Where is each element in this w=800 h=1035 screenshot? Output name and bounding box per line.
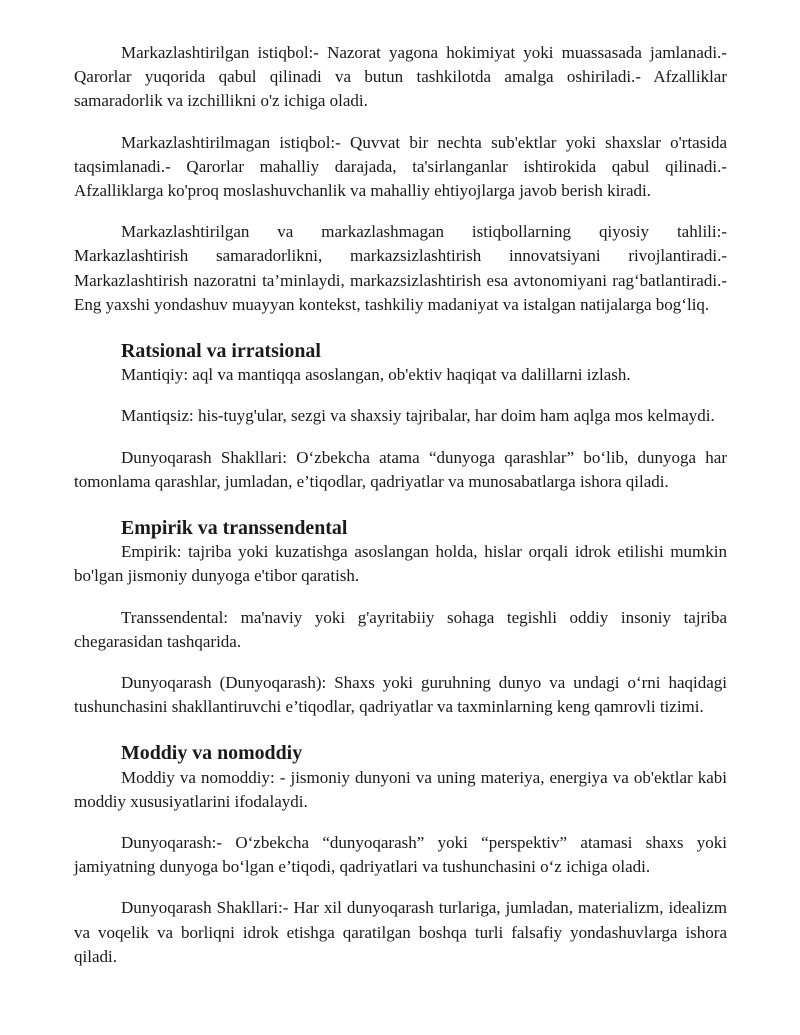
paragraph: Dunyoqarash Shakllari:- Har xil dunyoqarash turlariga, jumladan, materializm, idealizm va voqelik va borliqni idrok etishga qaratilgan boshqa turli falsafiy yondashuvlarga ishora qiladi. <box>74 898 727 966</box>
paragraph: Empirik: tajriba yoki kuzatishga asoslangan holda, hislar orqali idrok etilishi mumkin bo'lgan jismoniy dunyoga e'tibor qaratish. <box>74 542 727 586</box>
paragraph: Moddiy va nomoddiy: - jismoniy dunyoni va uning materiya, energiya va ob'ektlar kabi moddiy xususiyatlarini ifodalaydi. <box>74 767 727 811</box>
paragraph: Dunyoqarash (Dunyoqarash): Shaxs yoki guruhning dunyo va undagi o‘rni haqidagi tushunchasini shakllantiruvchi e’tiqodlar, qadriyatlar va taxminlarning keng qamrovli tizimi. <box>74 673 727 717</box>
paragraph: Dunyoqarash:- O‘zbekcha “dunyoqarash” yoki “perspektiv” atamasi shaxs yoki jamiyatning dunyoga bo‘lgan e’tiqodi, qadriyatlari va tushunchasini o‘z ichiga oladi. <box>74 833 727 877</box>
section-heading: Empirik va transsendental <box>121 517 348 540</box>
section-heading: Moddiy va nomoddiy <box>121 742 303 765</box>
paragraph: Mantiqsiz: his-tuyg'ular, sezgi va shaxsiy tajribalar, har doim ham aqlga mos kelmaydi. <box>121 406 715 426</box>
paragraph: Markazlashtirilgan va markazlashmagan istiqbollarning qiyosiy tahlili:- Markazlashtirish samaradorlikni, markazsizlashtirish innovatsiyani rivojlantiradi.- Markazlashtirish nazoratni ta’minlaydi, markazsizlashtirish esa avtonomiyani rag‘batlantiradi.- Eng yaxshi yondashuv muayyan kontekst, tashkiliy madaniyat va istalgan natijalarga bog‘liq. <box>74 222 727 314</box>
paragraph: Transsendental: ma'naviy yoki g'ayritabiiy sohaga tegishli oddiy insoniy tajriba chegarasidan tashqarida. <box>74 607 727 651</box>
paragraph: Dunyoqarash Shakllari: O‘zbekcha atama “dunyoga qarashlar” bo‘lib, dunyoga har tomonlama qarashlar, jumladan, e’tiqodlar, qadriyatlar va munosabatlarga ishora qiladi. <box>74 447 727 491</box>
paragraph: Markazlashtirilgan istiqbol:- Nazorat yagona hokimiyat yoki muassasada jamlanadi.- Qarorlar yuqorida qabul qilinadi va butun tashkilotda amalga oshiriladi.- Afzalliklar samaradorlik va izchillikni o'z ichiga oladi. <box>74 43 727 111</box>
section-heading: Ratsional va irratsional <box>121 340 321 363</box>
paragraph: Mantiqiy: aql va mantiqqa asoslangan, ob'ektiv haqiqat va dalillarni izlash. <box>121 365 631 385</box>
paragraph: Markazlashtirilmagan istiqbol:- Quvvat bir nechta sub'ektlar yoki shaxslar o'rtasida taqsimlanadi.- Qarorlar mahalliy darajada, ta'sirlanganlar ishtirokida qabul qilinadi.- Afzalliklarga ko'proq moslashuvchanlik va mahalliy ehtiyojlarga javob berish kiradi. <box>74 132 727 201</box>
